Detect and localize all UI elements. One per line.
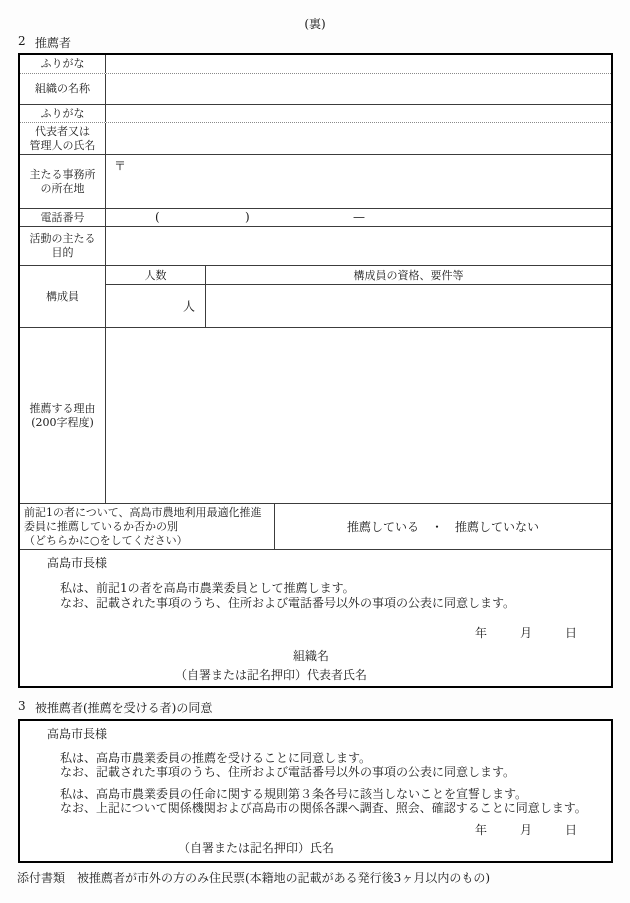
reason-label (20, 328, 106, 503)
phone-paren-close: ) (245, 210, 250, 224)
date-year-label: 年 (475, 626, 488, 640)
section2-number: 2 (18, 34, 26, 48)
org-name-label: 組織の名称 (20, 74, 106, 104)
optimization-question-line3: （どちらかに○をしてください） (24, 534, 188, 547)
phone-dash: — (353, 210, 365, 224)
reason-field[interactable] (106, 328, 611, 503)
phone-field[interactable] (106, 209, 611, 226)
furigana-org-field[interactable] (106, 55, 611, 73)
recommender-table (18, 53, 613, 688)
activity-purpose-label-line1: 活動の主たる (29, 232, 96, 245)
date-month-label: 月 (520, 823, 533, 837)
date-day-label: 日 (565, 626, 578, 640)
section2-title: 推薦者 (35, 36, 72, 50)
members-unit-label: 人 (182, 299, 195, 314)
table-row (20, 328, 611, 504)
members-count-header: 人数 (106, 266, 205, 285)
declaration-line2: なお、記載された事項のうち、住所および電話番号以外の事項の公表に同意します。 (60, 596, 516, 610)
consent-para1-line1: 私は、高島市農業委員の推薦を受けることに同意します。 (60, 751, 372, 765)
members-count-column (106, 266, 206, 327)
reason-label-line1: 推薦する理由 (29, 401, 96, 415)
table-row (20, 55, 611, 74)
table-row (20, 123, 611, 155)
org-name-field[interactable] (106, 74, 611, 104)
nominee-consent-box (18, 719, 613, 863)
activity-purpose-field[interactable] (106, 227, 611, 265)
activity-purpose-label (20, 227, 106, 265)
declaration-line1: 私は、前記1の者を高島市農業委員として推薦します。 (60, 581, 355, 595)
attachment-note: 添付書類 被推薦者が市外の方のみ住民票(本籍地の記載がある発行後3ヶ月以内のもの) (17, 871, 491, 885)
postal-mark: 〒 (114, 159, 127, 173)
table-row (20, 105, 611, 123)
date-month-label: 月 (520, 626, 533, 640)
members-label: 構成員 (20, 266, 106, 327)
members-qualification-header: 構成員の資格、要件等 (206, 266, 611, 285)
representative-name-field[interactable] (106, 123, 611, 154)
table-row (20, 209, 611, 227)
section3-title: 被推薦者(推薦を受ける者)の同意 (35, 701, 213, 715)
consent-addressee: 高島市長様 (47, 727, 108, 741)
consent-para1-line2: なお、記載された事項のうち、住所および電話番号以外の事項の公表に同意します。 (60, 765, 516, 779)
office-address-label-line1: 主たる事務所 (29, 167, 96, 181)
reason-label-line2: (200字程度) (31, 415, 94, 429)
nominee-signature-label: （自署または記名押印）氏名 (178, 841, 335, 855)
date-day-label: 日 (565, 823, 578, 837)
optimization-question-line1: 前記1の者について、高島市農地利用最適化推進 (24, 506, 262, 519)
representative-name-label (20, 123, 106, 154)
consent-date-line[interactable] (475, 823, 585, 837)
declaration-date-line[interactable] (475, 626, 585, 640)
representative-name-label-line1: 代表者又は (35, 124, 90, 138)
table-row (20, 504, 611, 550)
members-qualification-column (206, 266, 611, 327)
members-qualification-field[interactable] (206, 285, 611, 327)
consent-para2-line1: 私は、高島市農業委員の任命に関する規則第３条各号に該当しないことを宣誓します。 (60, 787, 528, 801)
members-count-field[interactable] (106, 285, 205, 327)
table-row (20, 74, 611, 105)
furigana-rep-label: ふりがな (20, 105, 106, 122)
office-address-label-line2: の所在地 (40, 181, 85, 195)
recommender-declaration (20, 550, 611, 686)
table-row (20, 155, 611, 209)
representative-signature-label: （自署または記名押印）代表者氏名 (175, 668, 368, 682)
page-side-label: (裏) (304, 17, 326, 31)
table-row (20, 266, 611, 328)
furigana-org-label: ふりがな (20, 55, 106, 73)
declaration-addressee: 高島市長様 (47, 556, 108, 570)
optimization-question-line2: 委員に推薦しているか否かの別 (24, 520, 178, 533)
optimization-question (20, 504, 275, 549)
date-year-label: 年 (475, 823, 488, 837)
phone-label: 電話番号 (20, 209, 106, 226)
representative-name-label-line2: 管理人の氏名 (29, 138, 96, 152)
section3-number: 3 (18, 699, 26, 713)
optimization-options[interactable]: 推薦している ・ 推薦していない (346, 520, 539, 534)
activity-purpose-label-line2: 目的 (51, 246, 74, 259)
office-address-field[interactable] (106, 155, 611, 208)
office-address-label (20, 155, 106, 208)
org-name-signature-label: 組織名 (293, 649, 330, 663)
consent-para2-line2: なお、上記について関係機関および高島市の関係各課へ調査、照会、確認することに同意します。 (60, 801, 587, 815)
table-row (20, 227, 611, 266)
phone-paren-open: ( (155, 210, 160, 224)
furigana-rep-field[interactable] (106, 105, 611, 122)
